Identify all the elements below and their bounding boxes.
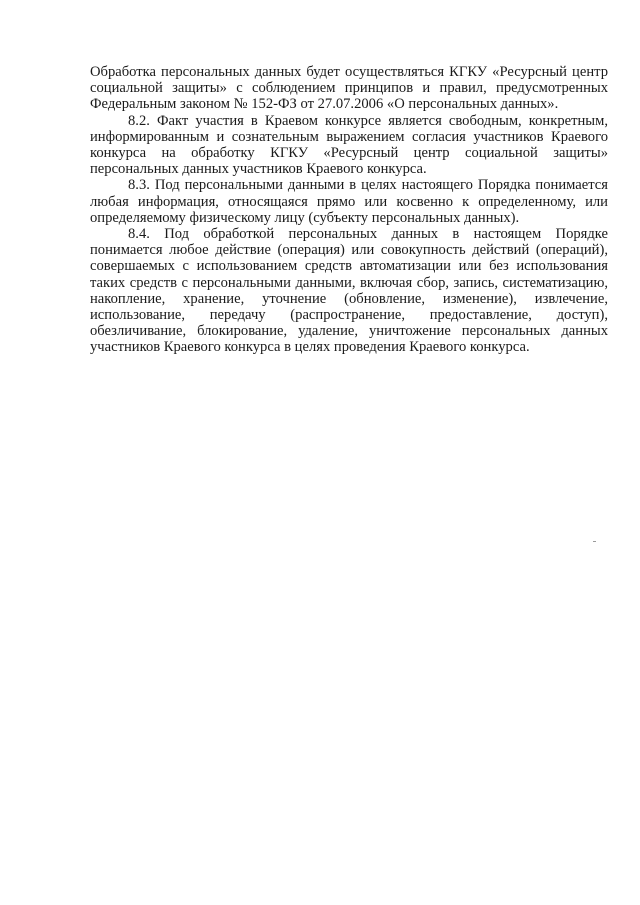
paragraph-8-3: 8.3. Под персональными данными в целях настоящего Порядка понимается любая информация, относящаяся прямо или косвенно к определенному, или определяемому физическому лицу (субъекту персональных данных). — [90, 177, 608, 226]
document-body — [90, 64, 608, 356]
paragraph-8-4: 8.4. Под обработкой персональных данных в настоящем Порядке понимается любое действие (операция) или совокупность действий (операций), совершаемых с использованием средств автоматизации или без использования таких средств с персональными данными, включая сбор, запись, систематизацию, накопление, хранение, уточнение (обновление, изменение), извлечение, использование, передачу (распространение, предоставление, доступ), обезличивание, блокирование, удаление, уничтожение персональных данных участников Краевого конкурса в целях проведения Краевого конкурса. — [90, 226, 608, 356]
paragraph-processing-intro: Обработка персональных данных будет осуществляться КГКУ «Ресурсный центр социальной защиты» с соблюдением принципов и правил, предусмотренных Федеральным законом № 152-ФЗ от 27.07.2006 «О персональных данных». — [90, 64, 608, 113]
paragraph-8-2: 8.2. Факт участия в Краевом конкурсе является свободным, конкретным, информированным и сознательным выражением согласия участников Краевого конкурса на обработку КГКУ «Ресурсный центр социальной защиты» персональных данных участников Краевого конкурса. — [90, 112, 608, 178]
scan-speck — [593, 541, 596, 542]
